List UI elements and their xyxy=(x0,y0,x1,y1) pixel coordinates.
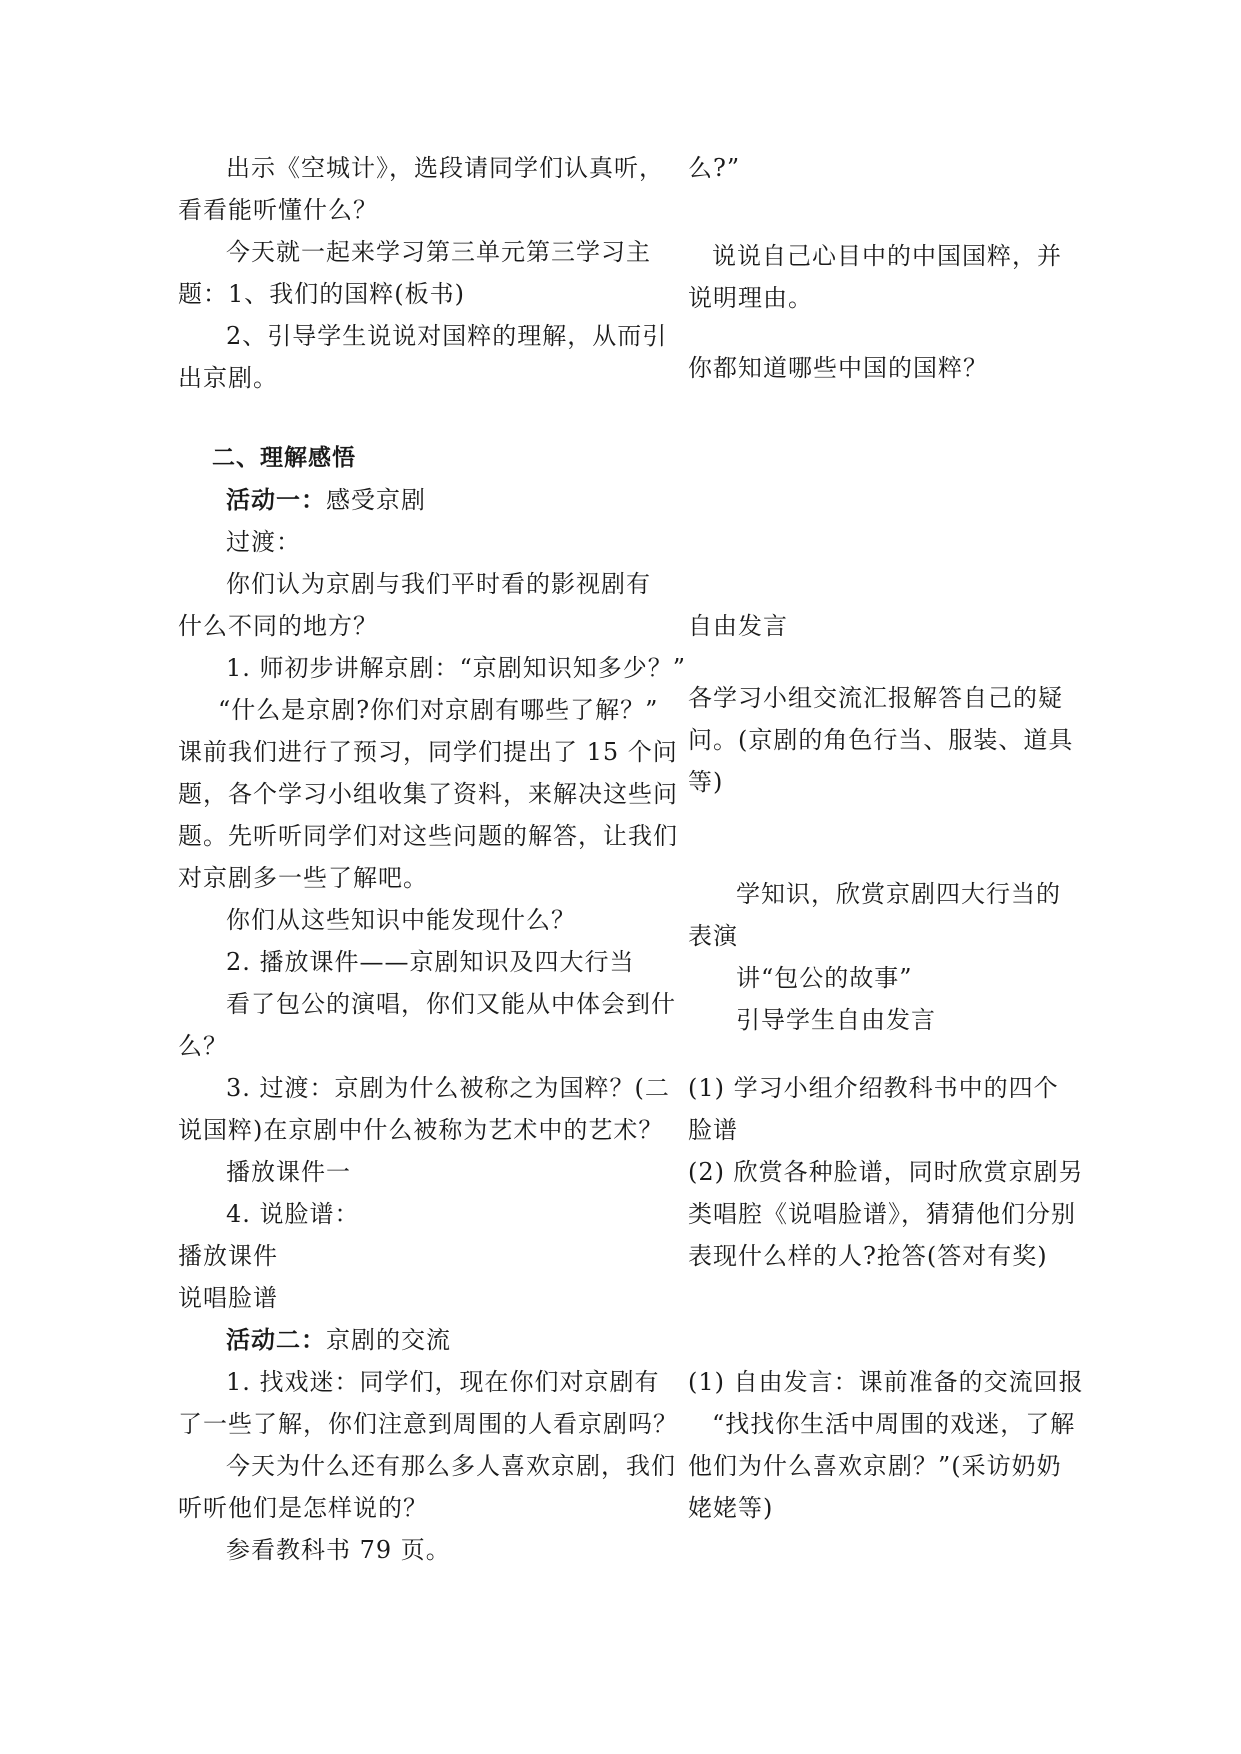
text-line: 说国粹)在京剧中什么被称为艺术中的艺术？ xyxy=(178,1116,664,1144)
section-heading: 二、理解感悟 xyxy=(212,445,356,471)
text-line: 什么不同的地方？ xyxy=(178,612,378,640)
text-line: 学知识，欣赏京剧四大行当的 xyxy=(736,880,1061,908)
text-line: 了一些了解，你们注意到周围的人看京剧吗？ xyxy=(178,1410,678,1438)
text-line: (2) 欣赏各种脸谱，同时欣赏京剧另 xyxy=(688,1158,1084,1186)
text-line: 表演 xyxy=(688,922,738,950)
text-line: 课前我们进行了预习，同学们提出了 15 个问 xyxy=(178,738,678,766)
text-line: 说唱脸谱 xyxy=(178,1284,278,1312)
text-line: 看了包公的演唱，你们又能从中体会到什 xyxy=(226,990,676,1018)
text-line: (1) 学习小组介绍教科书中的四个 xyxy=(688,1074,1059,1102)
activity-title: 京剧的交流 xyxy=(326,1326,451,1354)
text-line: 2、引导学生说说对国粹的理解，从而引 xyxy=(226,322,668,350)
text-line: 听听他们是怎样说的？ xyxy=(178,1494,428,1522)
text-line: 引导学生自由发言 xyxy=(736,1006,936,1034)
text-line: 么?” xyxy=(688,154,741,182)
text-line: 你都知道哪些中国的国粹？ xyxy=(688,354,988,382)
text-line: 4. 说脸谱： xyxy=(226,1200,360,1228)
text-line: 么？ xyxy=(178,1032,228,1060)
text-line: (1) 自由发言：课前准备的交流回报 xyxy=(688,1368,1084,1396)
activity-heading xyxy=(226,1325,451,1355)
text-line: 说说自己心目中的中国国粹，并 xyxy=(712,242,1062,270)
text-line: 类唱腔《说唱脸谱》，猜猜他们分别 xyxy=(688,1200,1076,1228)
text-line: 参看教科书 79 页。 xyxy=(226,1536,451,1564)
text-line: 今天为什么还有那么多人喜欢京剧，我们 xyxy=(226,1452,676,1480)
text-line: 说明理由。 xyxy=(688,284,813,312)
text-line: “什么是京剧?你们对京剧有哪些了解？” xyxy=(218,696,659,724)
text-line: 题。先听听同学们对这些问题的解答，让我们 xyxy=(178,822,678,850)
text-line: 脸谱 xyxy=(688,1116,738,1144)
text-line: 姥姥等) xyxy=(688,1494,774,1522)
text-line: 播放课件 xyxy=(178,1242,278,1270)
text-line: 题：1、我们的国粹(板书) xyxy=(178,280,465,308)
text-line: 出京剧。 xyxy=(178,364,278,392)
text-line: 各学习小组交流汇报解答自己的疑 xyxy=(688,684,1063,712)
text-line: 表现什么样的人?抢答(答对有奖) xyxy=(688,1242,1048,1270)
text-line: 自由发言 xyxy=(688,612,788,640)
text-line: “找找你生活中周围的戏迷，了解 xyxy=(712,1410,1076,1438)
activity-heading xyxy=(226,485,426,515)
text-line: 等) xyxy=(688,768,724,796)
text-line: 他们为什么喜欢京剧？”(采访奶奶 xyxy=(688,1452,1062,1480)
text-line: 你们从这些知识中能发现什么？ xyxy=(226,906,576,934)
text-line: 出示《空城计》，选段请同学们认真听， xyxy=(226,154,664,182)
text-line: 1. 找戏迷：同学们，现在你们对京剧有 xyxy=(226,1368,660,1396)
activity-label: 活动二： xyxy=(226,1326,326,1354)
text-line: 问。(京剧的角色行当、服装、道具 xyxy=(688,726,1074,754)
text-line: 讲“包公的故事” xyxy=(736,964,913,992)
text-line: 今天就一起来学习第三单元第三学习主 xyxy=(226,238,651,266)
activity-label: 活动一： xyxy=(226,486,326,514)
activity-title: 感受京剧 xyxy=(326,486,426,514)
text-line: 你们认为京剧与我们平时看的影视剧有 xyxy=(226,570,651,598)
text-line: 1. 师初步讲解京剧：“京剧知识知多少？” xyxy=(226,654,687,682)
text-line: 对京剧多一些了解吧。 xyxy=(178,864,428,892)
text-line: 题，各个学习小组收集了资料，来解决这些问 xyxy=(178,780,678,808)
text-line: 看看能听懂什么？ xyxy=(178,196,378,224)
text-line: 2. 播放课件——京剧知识及四大行当 xyxy=(226,948,635,976)
text-line: 播放课件一 xyxy=(226,1158,351,1186)
text-line: 过渡： xyxy=(226,528,301,556)
text-line: 3. 过渡：京剧为什么被称之为国粹？(二 xyxy=(226,1074,670,1102)
